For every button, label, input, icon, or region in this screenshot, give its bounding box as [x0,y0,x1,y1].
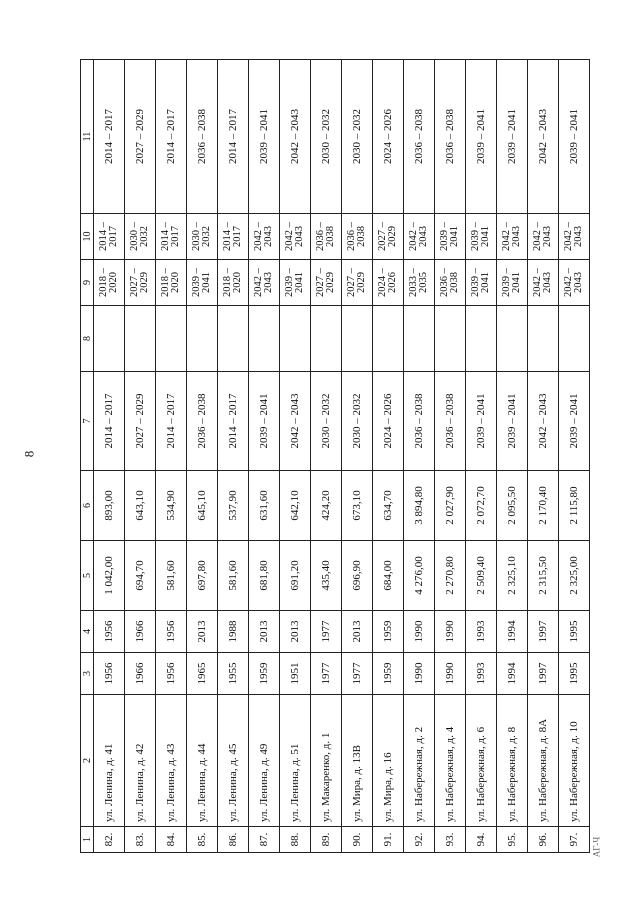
column-9-cell: 2039 – 2041 [187,260,218,306]
column-8-cell [249,306,280,372]
year-cell: 2013 [249,611,280,653]
column-9-cell: 2033 – 2035 [404,260,435,306]
area-total-cell: 581,60 [218,541,249,611]
area-total-cell: 691,20 [280,541,311,611]
area-living-cell: 2 170,40 [528,471,559,541]
period-cell: 2014 – 2017 [94,372,125,471]
column-number-row [81,60,94,853]
row-number: 86. [218,827,249,853]
column-10-cell: 2014 – 2017 [218,214,249,260]
area-total-cell: 2 325,00 [559,541,590,611]
column-11-cell: 2039 – 2041 [559,60,590,214]
period-cell: 2014 – 2017 [218,372,249,471]
table-row [249,60,280,853]
row-number: 95. [497,827,528,853]
address-cell: ул. Набережная, д. 8 [497,695,528,827]
area-total-cell: 681,80 [249,541,280,611]
area-living-cell: 642,10 [280,471,311,541]
period-cell: 2039 – 2041 [249,372,280,471]
area-total-cell: 581,60 [156,541,187,611]
year-cell: 1994 [497,611,528,653]
area-total-cell: 4 276,00 [404,541,435,611]
column-8-cell [435,306,466,372]
address-cell: ул. Набережная, д. 10 [559,695,590,827]
period-cell: 2039 – 2041 [559,372,590,471]
column-9-cell: 2042 – 2043 [249,260,280,306]
column-10-cell: 2036 – 2038 [311,214,342,260]
row-number: 97. [559,827,590,853]
address-cell: ул. Ленина, д. 49 [249,695,280,827]
year-built-cell: 1951 [280,653,311,695]
column-9-cell: 2042 – 2043 [528,260,559,306]
address-cell: ул. Ленина, д. 44 [187,695,218,827]
table-row [404,60,435,853]
column-10-cell: 2042 – 2043 [528,214,559,260]
column-10-cell: 2039 – 2041 [435,214,466,260]
area-living-cell: 631,60 [249,471,280,541]
address-cell: ул. Ленина, д. 41 [94,695,125,827]
table-row [311,60,342,853]
column-8-cell [125,306,156,372]
year-built-cell: 1994 [497,653,528,695]
period-cell: 2030 – 2032 [342,372,373,471]
table-row [559,60,590,853]
row-number: 93. [435,827,466,853]
address-cell: ул. Набережная, д. 4 [435,695,466,827]
period-cell: 2014 – 2017 [156,372,187,471]
year-built-cell: 1977 [342,653,373,695]
area-living-cell: 2 072,70 [466,471,497,541]
area-total-cell: 697,80 [187,541,218,611]
area-total-cell: 684,00 [373,541,404,611]
area-living-cell: 3 894,80 [404,471,435,541]
table-row [466,60,497,853]
year-cell: 1997 [528,611,559,653]
column-10-cell: 2036 – 2038 [342,214,373,260]
area-total-cell: 2 325,10 [497,541,528,611]
year-cell: 1993 [466,611,497,653]
year-cell: 1977 [311,611,342,653]
column-10-cell: 2042 – 2043 [497,214,528,260]
address-cell: ул. Ленина, д. 51 [280,695,311,827]
year-built-cell: 1990 [404,653,435,695]
address-cell: ул. Набережная, д. 6 [466,695,497,827]
year-cell: 2013 [342,611,373,653]
year-cell: 2013 [187,611,218,653]
year-cell: 1956 [156,611,187,653]
period-cell: 2039 – 2041 [466,372,497,471]
year-built-cell: 1977 [311,653,342,695]
column-9-cell: 2042 – 2043 [559,260,590,306]
address-cell: ул. Набережная, д. 8А [528,695,559,827]
area-living-cell: 2 115,80 [559,471,590,541]
housing-table [80,59,590,853]
column-number: 6 [81,471,94,541]
year-built-cell: 1995 [559,653,590,695]
table-row [218,60,249,853]
column-number: 11 [81,60,94,214]
table-row [156,60,187,853]
year-cell: 1966 [125,611,156,653]
area-living-cell: 893,00 [94,471,125,541]
column-8-cell [187,306,218,372]
year-cell: 1988 [218,611,249,653]
row-number: 92. [404,827,435,853]
area-living-cell: 643,10 [125,471,156,541]
column-8-cell [559,306,590,372]
rotated-table-container [80,60,590,853]
period-cell: 2042 – 2043 [280,372,311,471]
year-built-cell: 1956 [156,653,187,695]
period-cell: 2024 – 2026 [373,372,404,471]
column-10-cell: 2027 – 2029 [373,214,404,260]
year-built-cell: 1990 [435,653,466,695]
table-row [342,60,373,853]
row-number: 84. [156,827,187,853]
column-number: 1 [81,827,94,853]
row-number: 90. [342,827,373,853]
column-8-cell [94,306,125,372]
period-cell: 2027 – 2029 [125,372,156,471]
column-11-cell: 2036 – 2038 [404,60,435,214]
area-living-cell: 2 027,90 [435,471,466,541]
column-11-cell: 2036 – 2038 [187,60,218,214]
column-10-cell: 2014 – 2017 [156,214,187,260]
column-number: 8 [81,306,94,372]
column-number: 5 [81,541,94,611]
row-number: 89. [311,827,342,853]
area-living-cell: 645,10 [187,471,218,541]
year-built-cell: 1965 [187,653,218,695]
page-number: 8 [21,450,37,458]
column-11-cell: 2014 – 2017 [156,60,187,214]
table-row [125,60,156,853]
year-cell: 1990 [404,611,435,653]
column-10-cell: 2042 – 2043 [249,214,280,260]
column-9-cell: 2018 – 2020 [218,260,249,306]
area-total-cell: 1 042,00 [94,541,125,611]
address-cell: ул. Мира, д. 13В [342,695,373,827]
column-11-cell: 2024 – 2026 [373,60,404,214]
table-row [187,60,218,853]
year-built-cell: 1956 [94,653,125,695]
year-built-cell: 1959 [249,653,280,695]
column-11-cell: 2030 – 2032 [311,60,342,214]
column-number: 10 [81,214,94,260]
area-total-cell: 696,90 [342,541,373,611]
area-total-cell: 694,70 [125,541,156,611]
column-9-cell: 2039 – 2041 [497,260,528,306]
column-number: 9 [81,260,94,306]
period-cell: 2039 – 2041 [497,372,528,471]
area-living-cell: 534,90 [156,471,187,541]
table-row [528,60,559,853]
column-11-cell: 2042 – 2043 [280,60,311,214]
column-8-cell [404,306,435,372]
column-11-cell: 2014 – 2017 [218,60,249,214]
year-cell: 1956 [94,611,125,653]
table-row [373,60,404,853]
column-8-cell [218,306,249,372]
table-row [94,60,125,853]
column-8-cell [497,306,528,372]
period-cell: 2036 – 2038 [404,372,435,471]
area-living-cell: 2 095,50 [497,471,528,541]
column-11-cell: 2036 – 2038 [435,60,466,214]
column-number: 3 [81,653,94,695]
address-cell: ул. Набережная, д. 2 [404,695,435,827]
area-living-cell: 634,70 [373,471,404,541]
column-10-cell: 2042 – 2043 [404,214,435,260]
row-number: 91. [373,827,404,853]
row-number: 85. [187,827,218,853]
year-built-cell: 1966 [125,653,156,695]
year-cell: 1959 [373,611,404,653]
column-10-cell: 2030 – 2032 [187,214,218,260]
row-number: 83. [125,827,156,853]
column-11-cell: 2014 – 2017 [94,60,125,214]
column-11-cell: 2039 – 2041 [466,60,497,214]
row-number: 87. [249,827,280,853]
column-9-cell: 2027 – 2029 [342,260,373,306]
row-number: 96. [528,827,559,853]
column-11-cell: 2030 – 2032 [342,60,373,214]
column-number: 7 [81,372,94,471]
area-total-cell: 435,40 [311,541,342,611]
column-9-cell: 2018 – 2020 [94,260,125,306]
column-10-cell: 2042 – 2043 [280,214,311,260]
row-number: 88. [280,827,311,853]
column-8-cell [466,306,497,372]
table-row [435,60,466,853]
row-number: 94. [466,827,497,853]
column-8-cell [280,306,311,372]
column-10-cell: 2030 – 2032 [125,214,156,260]
column-number: 4 [81,611,94,653]
period-cell: 2030 – 2032 [311,372,342,471]
table-body [81,60,590,853]
column-11-cell: 2039 – 2041 [497,60,528,214]
year-built-cell: 1959 [373,653,404,695]
area-total-cell: 2 509,40 [466,541,497,611]
column-8-cell [342,306,373,372]
address-cell: ул. Мира, д. 16 [373,695,404,827]
year-cell: 1995 [559,611,590,653]
column-10-cell: 2014 – 2017 [94,214,125,260]
column-9-cell: 2036 – 2038 [435,260,466,306]
period-cell: 2036 – 2038 [435,372,466,471]
column-11-cell: 2042 – 2043 [528,60,559,214]
year-built-cell: 1997 [528,653,559,695]
table-row [497,60,528,853]
year-cell: 2013 [280,611,311,653]
address-cell: ул. Ленина, д. 42 [125,695,156,827]
column-number: 2 [81,695,94,827]
column-9-cell: 2027 – 2029 [311,260,342,306]
area-total-cell: 2 315,50 [528,541,559,611]
row-number: 82. [94,827,125,853]
area-living-cell: 537,90 [218,471,249,541]
column-8-cell [528,306,559,372]
area-living-cell: 673,10 [342,471,373,541]
column-9-cell: 2018 – 2020 [156,260,187,306]
year-built-cell: 1955 [218,653,249,695]
year-cell: 1990 [435,611,466,653]
footer-mark: АГ-Ч [591,836,602,858]
table-row [280,60,311,853]
column-11-cell: 2039 – 2041 [249,60,280,214]
column-8-cell [373,306,404,372]
area-total-cell: 2 270,80 [435,541,466,611]
column-8-cell [156,306,187,372]
column-10-cell: 2042 – 2043 [559,214,590,260]
column-8-cell [311,306,342,372]
column-9-cell: 2027 – 2029 [125,260,156,306]
area-living-cell: 424,20 [311,471,342,541]
column-9-cell: 2039 – 2041 [466,260,497,306]
column-9-cell: 2039 – 2041 [280,260,311,306]
column-9-cell: 2024 – 2026 [373,260,404,306]
period-cell: 2036 – 2038 [187,372,218,471]
address-cell: ул. Макаренко, д. 1 [311,695,342,827]
column-10-cell: 2039 – 2041 [466,214,497,260]
column-11-cell: 2027 – 2029 [125,60,156,214]
address-cell: ул. Ленина, д. 45 [218,695,249,827]
address-cell: ул. Ленина, д. 43 [156,695,187,827]
year-built-cell: 1993 [466,653,497,695]
period-cell: 2042 – 2043 [528,372,559,471]
